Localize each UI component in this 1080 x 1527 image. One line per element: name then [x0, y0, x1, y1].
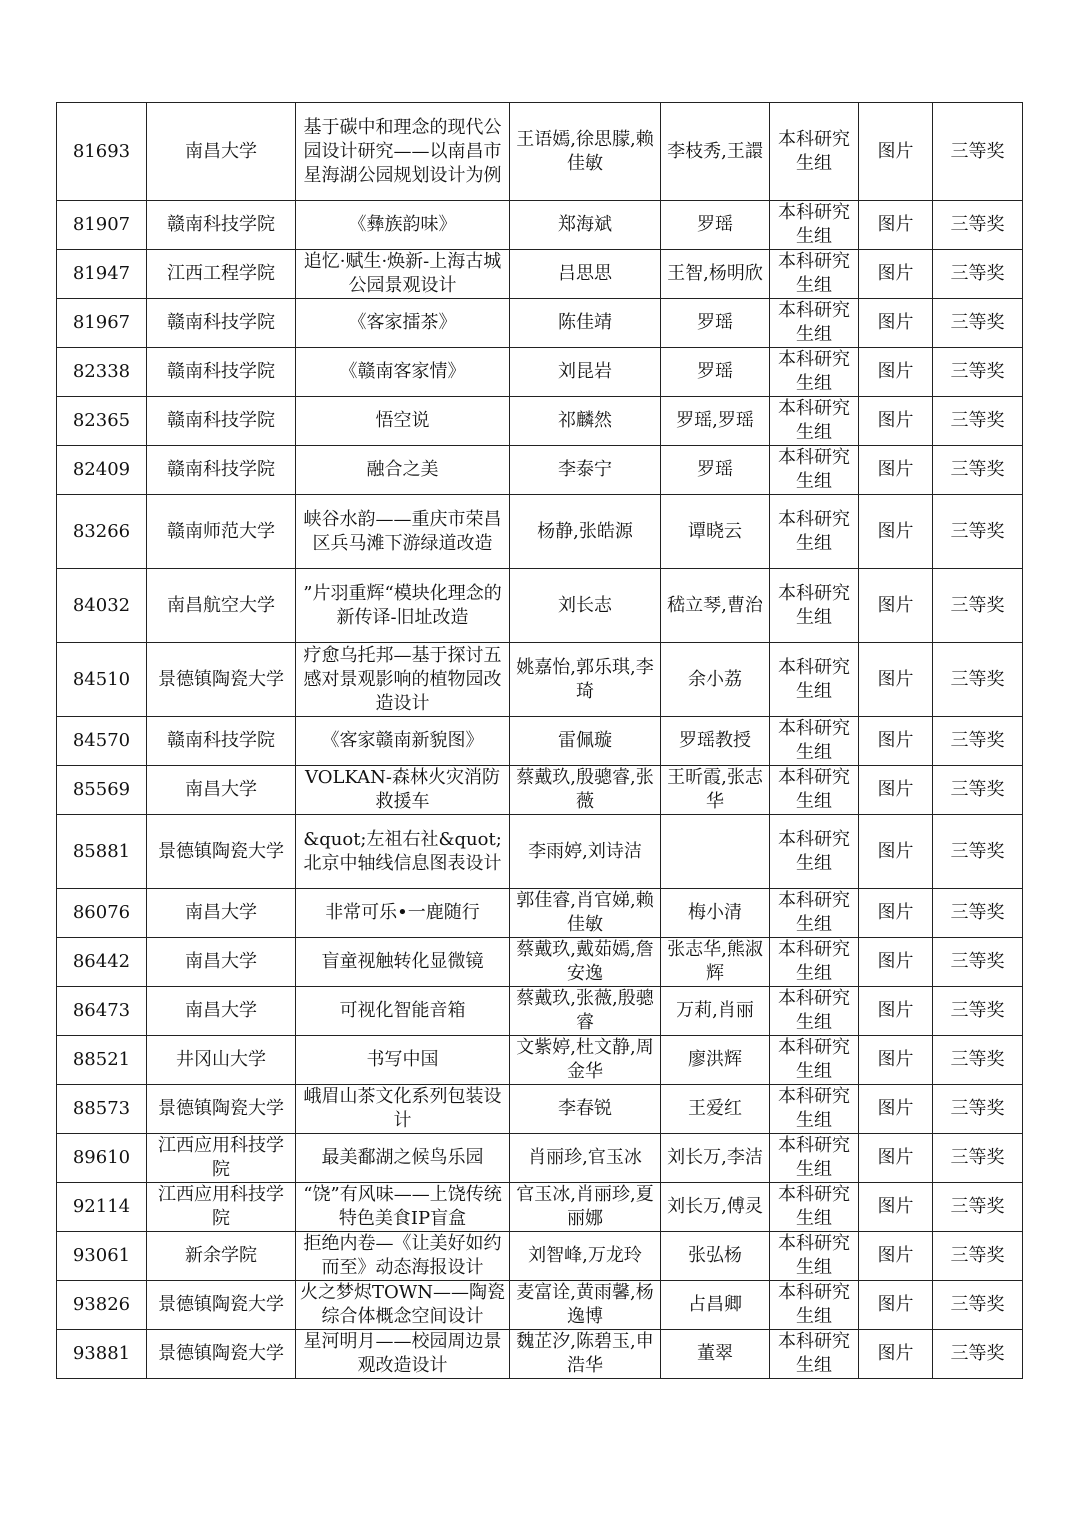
cell-advisor: 占昌卿: [661, 1281, 770, 1330]
cell-award: 三等奖: [933, 201, 1023, 250]
cell-title: 《彝族韵味》: [296, 201, 510, 250]
cell-authors: 李春锐: [510, 1085, 661, 1134]
cell-id: 85881: [57, 815, 147, 889]
cell-award: 三等奖: [933, 1330, 1023, 1379]
cell-award: 三等奖: [933, 1281, 1023, 1330]
table-row: [57, 889, 1023, 938]
cell-school: 南昌大学: [147, 889, 296, 938]
cell-advisor: 嵇立琴,曹治: [661, 569, 770, 643]
cell-type: 图片: [859, 103, 933, 201]
cell-title: 悟空说: [296, 397, 510, 446]
cell-advisor: 罗瑶,罗瑶: [661, 397, 770, 446]
cell-advisor: 罗瑶: [661, 299, 770, 348]
cell-school: 赣南科技学院: [147, 299, 296, 348]
cell-school: 赣南科技学院: [147, 397, 296, 446]
cell-title: 《赣南客家情》: [296, 348, 510, 397]
cell-group: 本科研究生组: [770, 397, 859, 446]
cell-group: 本科研究生组: [770, 569, 859, 643]
cell-group: 本科研究生组: [770, 938, 859, 987]
cell-type: 图片: [859, 938, 933, 987]
cell-group: 本科研究生组: [770, 815, 859, 889]
cell-authors: 蔡戴玖,殷骢睿,张薇: [510, 766, 661, 815]
cell-authors: 刘长志: [510, 569, 661, 643]
cell-authors: 姚嘉怡,郭乐琪,李琦: [510, 643, 661, 717]
cell-advisor: 罗瑶: [661, 201, 770, 250]
cell-authors: 官玉冰,肖丽珍,夏丽娜: [510, 1183, 661, 1232]
cell-advisor: 张弘杨: [661, 1232, 770, 1281]
cell-group: 本科研究生组: [770, 1085, 859, 1134]
cell-group: 本科研究生组: [770, 495, 859, 569]
cell-award: 三等奖: [933, 103, 1023, 201]
cell-type: 图片: [859, 717, 933, 766]
cell-award: 三等奖: [933, 889, 1023, 938]
cell-advisor: 张志华,熊淑辉: [661, 938, 770, 987]
cell-school: 井冈山大学: [147, 1036, 296, 1085]
cell-title: 拒绝内卷—《让美好如约而至》动态海报设计: [296, 1232, 510, 1281]
cell-award: 三等奖: [933, 1085, 1023, 1134]
cell-advisor: 罗瑶: [661, 348, 770, 397]
cell-school: 新余学院: [147, 1232, 296, 1281]
cell-authors: 刘昆岩: [510, 348, 661, 397]
cell-group: 本科研究生组: [770, 717, 859, 766]
cell-id: 83266: [57, 495, 147, 569]
table-row: [57, 1134, 1023, 1183]
cell-id: 81907: [57, 201, 147, 250]
cell-school: 赣南师范大学: [147, 495, 296, 569]
cell-award: 三等奖: [933, 569, 1023, 643]
cell-type: 图片: [859, 1281, 933, 1330]
cell-authors: 王语嫣,徐思朦,赖佳敏: [510, 103, 661, 201]
cell-id: 82409: [57, 446, 147, 495]
cell-type: 图片: [859, 889, 933, 938]
cell-authors: 魏芷汐,陈碧玉,申浩华: [510, 1330, 661, 1379]
table-row: [57, 397, 1023, 446]
cell-group: 本科研究生组: [770, 103, 859, 201]
cell-authors: 李雨婷,刘诗洁: [510, 815, 661, 889]
cell-type: 图片: [859, 348, 933, 397]
cell-title: 融合之美: [296, 446, 510, 495]
cell-advisor: 董翠: [661, 1330, 770, 1379]
cell-id: 84032: [57, 569, 147, 643]
cell-id: 82365: [57, 397, 147, 446]
cell-group: 本科研究生组: [770, 643, 859, 717]
cell-id: 85569: [57, 766, 147, 815]
cell-school: 南昌航空大学: [147, 569, 296, 643]
table-row: [57, 569, 1023, 643]
cell-school: 江西应用科技学院: [147, 1183, 296, 1232]
table-row: [57, 299, 1023, 348]
cell-title: 非常可乐•一鹿随行: [296, 889, 510, 938]
awards-table-body: [57, 103, 1023, 1379]
cell-award: 三等奖: [933, 717, 1023, 766]
cell-award: 三等奖: [933, 299, 1023, 348]
cell-title: 可视化智能音箱: [296, 987, 510, 1036]
cell-id: 81693: [57, 103, 147, 201]
cell-type: 图片: [859, 1085, 933, 1134]
cell-title: 峨眉山茶文化系列包装设计: [296, 1085, 510, 1134]
table-row: [57, 987, 1023, 1036]
cell-school: 南昌大学: [147, 987, 296, 1036]
cell-school: 赣南科技学院: [147, 446, 296, 495]
cell-advisor: 刘长万,傅灵: [661, 1183, 770, 1232]
cell-advisor: 万莉,肖丽: [661, 987, 770, 1036]
cell-award: 三等奖: [933, 1183, 1023, 1232]
cell-advisor: 罗瑶: [661, 446, 770, 495]
cell-authors: 杨静,张皓源: [510, 495, 661, 569]
cell-school: 景德镇陶瓷大学: [147, 1281, 296, 1330]
cell-group: 本科研究生组: [770, 1281, 859, 1330]
cell-group: 本科研究生组: [770, 1036, 859, 1085]
cell-school: 江西应用科技学院: [147, 1134, 296, 1183]
cell-group: 本科研究生组: [770, 201, 859, 250]
cell-authors: 蔡戴玖,张薇,殷骢睿: [510, 987, 661, 1036]
cell-advisor: 王爱红: [661, 1085, 770, 1134]
cell-authors: 吕思思: [510, 250, 661, 299]
cell-id: 93061: [57, 1232, 147, 1281]
cell-award: 三等奖: [933, 1232, 1023, 1281]
cell-group: 本科研究生组: [770, 987, 859, 1036]
cell-type: 图片: [859, 201, 933, 250]
cell-authors: 郑海斌: [510, 201, 661, 250]
cell-title: 火之梦烬TOWN——陶瓷综合体概念空间设计: [296, 1281, 510, 1330]
cell-award: 三等奖: [933, 1036, 1023, 1085]
cell-type: 图片: [859, 815, 933, 889]
cell-id: 82338: [57, 348, 147, 397]
cell-group: 本科研究生组: [770, 250, 859, 299]
cell-award: 三等奖: [933, 495, 1023, 569]
cell-type: 图片: [859, 987, 933, 1036]
cell-award: 三等奖: [933, 938, 1023, 987]
table-row: [57, 446, 1023, 495]
table-row: [57, 1281, 1023, 1330]
cell-award: 三等奖: [933, 815, 1023, 889]
cell-id: 93881: [57, 1330, 147, 1379]
cell-title: 疗愈乌托邦—基于探讨五感对景观影响的植物园改造设计: [296, 643, 510, 717]
cell-school: 南昌大学: [147, 103, 296, 201]
cell-award: 三等奖: [933, 397, 1023, 446]
cell-title: 星河明月——校园周边景观改造设计: [296, 1330, 510, 1379]
cell-school: 景德镇陶瓷大学: [147, 1085, 296, 1134]
cell-title: 《客家擂茶》: [296, 299, 510, 348]
cell-school: 赣南科技学院: [147, 717, 296, 766]
cell-id: 86076: [57, 889, 147, 938]
cell-group: 本科研究生组: [770, 1232, 859, 1281]
cell-id: 93826: [57, 1281, 147, 1330]
cell-school: 赣南科技学院: [147, 348, 296, 397]
cell-title: 《客家赣南新貌图》: [296, 717, 510, 766]
cell-advisor: 梅小清: [661, 889, 770, 938]
cell-type: 图片: [859, 643, 933, 717]
cell-type: 图片: [859, 446, 933, 495]
cell-type: 图片: [859, 569, 933, 643]
cell-type: 图片: [859, 250, 933, 299]
cell-group: 本科研究生组: [770, 1134, 859, 1183]
cell-school: 景德镇陶瓷大学: [147, 643, 296, 717]
cell-title: 峡谷水韵——重庆市荣昌区兵马滩下游绿道改造: [296, 495, 510, 569]
cell-school: 江西工程学院: [147, 250, 296, 299]
cell-group: 本科研究生组: [770, 889, 859, 938]
cell-id: 88521: [57, 1036, 147, 1085]
cell-school: 景德镇陶瓷大学: [147, 1330, 296, 1379]
cell-advisor: 罗瑶教授: [661, 717, 770, 766]
table-row: [57, 1036, 1023, 1085]
cell-award: 三等奖: [933, 348, 1023, 397]
table-row: [57, 815, 1023, 889]
table-row: [57, 250, 1023, 299]
table-row: [57, 1085, 1023, 1134]
cell-id: 81967: [57, 299, 147, 348]
cell-award: 三等奖: [933, 1134, 1023, 1183]
cell-school: 景德镇陶瓷大学: [147, 815, 296, 889]
cell-title: 盲童视触转化显微镜: [296, 938, 510, 987]
cell-title: ”片羽重辉“模块化理念的新传译-旧址改造: [296, 569, 510, 643]
cell-award: 三等奖: [933, 766, 1023, 815]
table-row: [57, 201, 1023, 250]
cell-advisor: 谭晓云: [661, 495, 770, 569]
table-row: [57, 1330, 1023, 1379]
cell-advisor: 廖洪辉: [661, 1036, 770, 1085]
cell-school: 南昌大学: [147, 766, 296, 815]
cell-type: 图片: [859, 495, 933, 569]
cell-group: 本科研究生组: [770, 1183, 859, 1232]
cell-authors: 李泰宁: [510, 446, 661, 495]
cell-advisor: 余小荔: [661, 643, 770, 717]
cell-authors: 麦富诠,黄雨馨,杨逸博: [510, 1281, 661, 1330]
cell-school: 南昌大学: [147, 938, 296, 987]
cell-advisor: 王智,杨明欣: [661, 250, 770, 299]
cell-advisor: [661, 815, 770, 889]
cell-group: 本科研究生组: [770, 299, 859, 348]
cell-advisor: 李枝秀,王譞: [661, 103, 770, 201]
cell-authors: 蔡戴玖,戴茹嫣,詹安逸: [510, 938, 661, 987]
table-row: [57, 1232, 1023, 1281]
cell-school: 赣南科技学院: [147, 201, 296, 250]
table-row: [57, 1183, 1023, 1232]
table-row: [57, 103, 1023, 201]
cell-authors: 祁麟然: [510, 397, 661, 446]
table-row: [57, 717, 1023, 766]
cell-title: “饶”有风味——上饶传统特色美食IP盲盒: [296, 1183, 510, 1232]
cell-type: 图片: [859, 1183, 933, 1232]
table-row: [57, 766, 1023, 815]
cell-authors: 肖丽珍,官玉冰: [510, 1134, 661, 1183]
table-row: [57, 348, 1023, 397]
cell-award: 三等奖: [933, 446, 1023, 495]
cell-advisor: 王昕霞,张志华: [661, 766, 770, 815]
cell-group: 本科研究生组: [770, 446, 859, 495]
cell-type: 图片: [859, 1134, 933, 1183]
cell-id: 86442: [57, 938, 147, 987]
cell-group: 本科研究生组: [770, 348, 859, 397]
cell-title: 追忆·赋生·焕新-上海古城公园景观设计: [296, 250, 510, 299]
cell-title: VOLKAN-森林火灾消防救援车: [296, 766, 510, 815]
cell-authors: 文紫婷,杜文静,周金华: [510, 1036, 661, 1085]
table-row: [57, 938, 1023, 987]
cell-title: &quot;左祖右社&quot;北京中轴线信息图表设计: [296, 815, 510, 889]
cell-id: 92114: [57, 1183, 147, 1232]
cell-type: 图片: [859, 397, 933, 446]
table-row: [57, 643, 1023, 717]
cell-title: 基于碳中和理念的现代公园设计研究——以南昌市星海湖公园规划设计为例: [296, 103, 510, 201]
cell-advisor: 刘长万,李洁: [661, 1134, 770, 1183]
cell-title: 书写中国: [296, 1036, 510, 1085]
cell-authors: 雷佩璇: [510, 717, 661, 766]
cell-group: 本科研究生组: [770, 1330, 859, 1379]
awards-table: [56, 102, 1023, 1379]
cell-authors: 刘智峰,万龙玲: [510, 1232, 661, 1281]
cell-id: 81947: [57, 250, 147, 299]
cell-type: 图片: [859, 1232, 933, 1281]
cell-authors: 郭佳睿,肖官娣,赖佳敏: [510, 889, 661, 938]
cell-id: 84510: [57, 643, 147, 717]
cell-id: 88573: [57, 1085, 147, 1134]
cell-type: 图片: [859, 299, 933, 348]
table-row: [57, 495, 1023, 569]
cell-title: 最美鄱湖之候鸟乐园: [296, 1134, 510, 1183]
cell-group: 本科研究生组: [770, 766, 859, 815]
cell-award: 三等奖: [933, 250, 1023, 299]
cell-award: 三等奖: [933, 643, 1023, 717]
cell-award: 三等奖: [933, 987, 1023, 1036]
cell-type: 图片: [859, 1330, 933, 1379]
cell-id: 86473: [57, 987, 147, 1036]
cell-id: 89610: [57, 1134, 147, 1183]
cell-id: 84570: [57, 717, 147, 766]
cell-authors: 陈佳靖: [510, 299, 661, 348]
cell-type: 图片: [859, 1036, 933, 1085]
cell-type: 图片: [859, 766, 933, 815]
